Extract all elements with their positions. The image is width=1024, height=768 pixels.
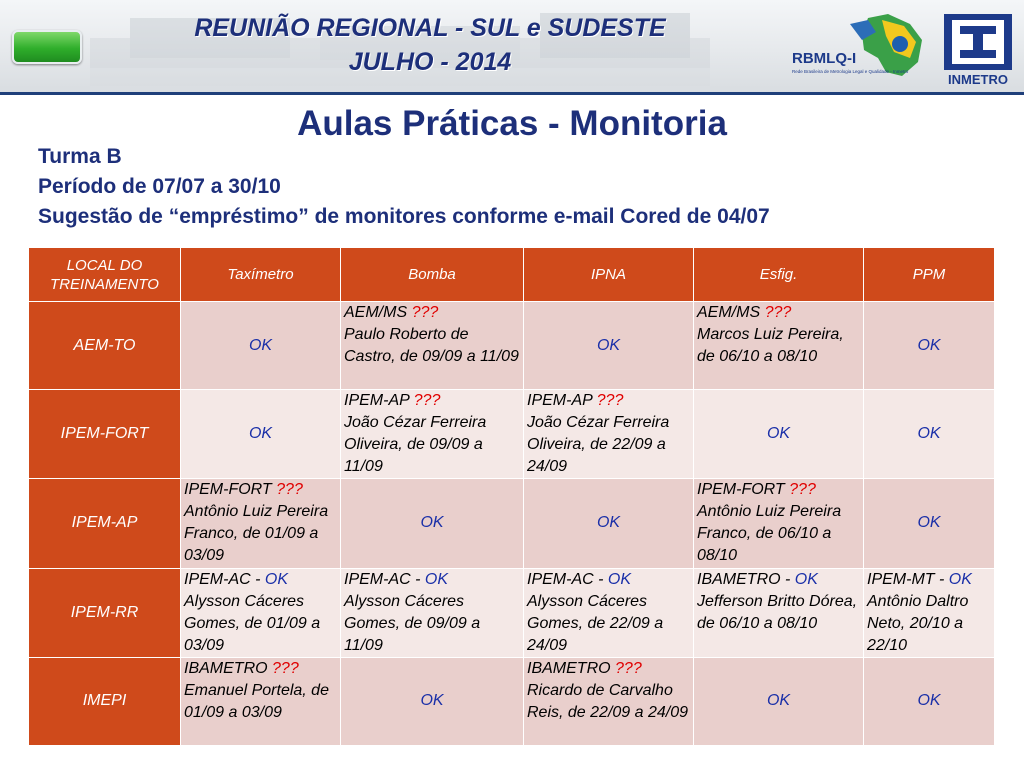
cell-status: OK xyxy=(948,570,972,588)
cell-origin: IPEM-MT xyxy=(867,570,935,588)
page-title: Aulas Práticas - Monitoria xyxy=(297,104,727,143)
green-nav-button[interactable] xyxy=(12,30,82,64)
rbmlq-logo-text: RBMLQ-I xyxy=(792,50,857,67)
status-ok-cell: OK xyxy=(864,479,995,568)
assignment-cell xyxy=(181,479,341,568)
cell-status: OK xyxy=(424,570,449,588)
row-location: AEM-TO xyxy=(29,302,181,390)
cell-status: OK xyxy=(607,570,632,588)
cell-monitor-detail: Antônio Luiz Pereira Franco, de 06/10 a 08/10 xyxy=(697,503,842,565)
header-taximetro: Taxímetro xyxy=(181,248,341,302)
rbmlq-logo xyxy=(790,10,930,90)
table-row xyxy=(29,479,995,568)
status-ok-cell: OK xyxy=(181,390,341,479)
status-ok-cell: OK xyxy=(524,302,694,390)
cell-origin: IPEM-AP xyxy=(527,392,593,410)
inmetro-logo xyxy=(940,12,1016,88)
table-row xyxy=(29,390,995,479)
assignment-cell xyxy=(341,390,524,479)
cell-status: ??? xyxy=(596,392,624,410)
status-ok-cell: OK xyxy=(341,479,524,568)
cell-separator: - xyxy=(593,570,608,588)
cell-status: ??? xyxy=(413,392,441,410)
assignment-cell xyxy=(864,568,995,657)
cell-monitor-detail: João Cézar Ferreira Oliveira, de 09/09 a 11/09 xyxy=(344,414,487,476)
status-ok-cell: OK xyxy=(341,657,524,745)
header-local: LOCAL DO TREINAMENTO xyxy=(29,248,181,302)
assignment-cell xyxy=(181,657,341,745)
cell-status: ??? xyxy=(789,481,816,499)
meeting-title: REUNIÃO REGIONAL - SUL e SUDESTE xyxy=(194,14,666,42)
slide-header xyxy=(0,0,1024,95)
period-label: Período de 07/07 a 30/10 xyxy=(38,175,281,198)
row-location: IPEM-RR xyxy=(29,568,181,657)
assignment-cell xyxy=(524,390,694,479)
inmetro-logo-text: INMETRO xyxy=(948,72,1008,87)
cell-monitor-detail: Antônio Luiz Pereira Franco, de 01/09 a 03/09 xyxy=(184,503,329,565)
cell-origin: IBAMETRO xyxy=(527,659,611,677)
cell-status: ??? xyxy=(411,304,439,321)
cell-separator: - xyxy=(934,570,949,588)
assignment-cell xyxy=(694,568,864,657)
status-ok-cell: OK xyxy=(864,657,995,745)
cell-status: OK xyxy=(794,570,818,588)
rbmlq-logo-subtext: Rede Brasileira de Metrologia Legal e Qualidade - Inmetro xyxy=(792,69,909,74)
monitoring-schedule-table xyxy=(28,247,995,746)
cell-status: OK xyxy=(264,570,289,588)
status-ok-cell: OK xyxy=(694,657,864,745)
table-row xyxy=(29,302,995,390)
assignment-cell xyxy=(341,568,524,657)
status-ok-cell: OK xyxy=(864,390,995,479)
cell-origin: IPEM-FORT xyxy=(697,481,785,499)
header-ppm: PPM xyxy=(864,248,995,302)
row-location: IPEM-AP xyxy=(29,479,181,568)
cell-monitor-detail: João Cézar Ferreira Oliveira, de 22/09 a 24/09 xyxy=(527,414,670,476)
assignment-cell xyxy=(694,302,864,390)
assignment-cell xyxy=(524,657,694,745)
cell-monitor-detail: Marcos Luiz Pereira, de 06/10 a 08/10 xyxy=(697,326,844,365)
cell-origin: AEM/MS xyxy=(697,304,761,321)
header-ipna: IPNA xyxy=(524,248,694,302)
cell-separator: - xyxy=(410,570,425,588)
assignment-cell xyxy=(341,302,524,390)
cell-status: ??? xyxy=(272,659,299,677)
assignment-cell xyxy=(694,479,864,568)
class-label: Turma B xyxy=(38,145,122,168)
cell-origin: IPEM-AC xyxy=(527,570,594,588)
cell-origin: IPEM-AC xyxy=(344,570,411,588)
cell-origin: IBAMETRO xyxy=(184,659,268,677)
cell-separator: - xyxy=(250,570,265,588)
meeting-date: JULHO - 2014 xyxy=(348,48,512,76)
cell-origin: AEM/MS xyxy=(344,304,408,321)
header-esfig: Esfig. xyxy=(694,248,864,302)
cell-origin: IBAMETRO xyxy=(697,570,781,588)
cell-monitor-detail: Alysson Cáceres Gomes, de 22/09 a 24/09 xyxy=(527,592,664,654)
row-location: IPEM-FORT xyxy=(29,390,181,479)
cell-origin: IPEM-AP xyxy=(344,392,410,410)
cell-monitor-detail: Emanuel Portela, de 01/09 a 03/09 xyxy=(184,681,329,721)
table-row xyxy=(29,657,995,745)
table-row xyxy=(29,568,995,657)
cell-monitor-detail: Alysson Cáceres Gomes, de 09/09 a 11/09 xyxy=(344,592,481,654)
cell-origin: IPEM-FORT xyxy=(184,481,272,499)
status-ok-cell: OK xyxy=(524,479,694,568)
cell-status: ??? xyxy=(764,304,792,321)
cell-monitor-detail: Antônio Daltro Neto, 20/10 a 22/10 xyxy=(867,592,969,654)
cell-separator: - xyxy=(780,570,795,588)
cell-status: ??? xyxy=(615,659,642,677)
suggestion-label: Sugestão de “empréstimo” de monitores conforme e-mail Cored de 04/07 xyxy=(38,205,770,228)
status-ok-cell: OK xyxy=(694,390,864,479)
row-location: IMEPI xyxy=(29,657,181,745)
cell-monitor-detail: Alysson Cáceres Gomes, de 01/09 a 03/09 xyxy=(184,592,321,654)
assignment-cell xyxy=(524,568,694,657)
cell-monitor-detail: Jefferson Britto Dórea, de 06/10 a 08/10 xyxy=(697,592,858,632)
cell-monitor-detail: Ricardo de Carvalho Reis, de 22/09 a 24/09 xyxy=(527,681,689,721)
cell-status: ??? xyxy=(276,481,303,499)
status-ok-cell: OK xyxy=(181,302,341,390)
cell-monitor-detail: Paulo Roberto de Castro, de 09/09 a 11/09 xyxy=(344,326,519,365)
cell-origin: IPEM-AC xyxy=(184,570,251,588)
status-ok-cell: OK xyxy=(864,302,995,390)
header-bomba: Bomba xyxy=(341,248,524,302)
table-header-row xyxy=(29,248,995,302)
assignment-cell xyxy=(181,568,341,657)
